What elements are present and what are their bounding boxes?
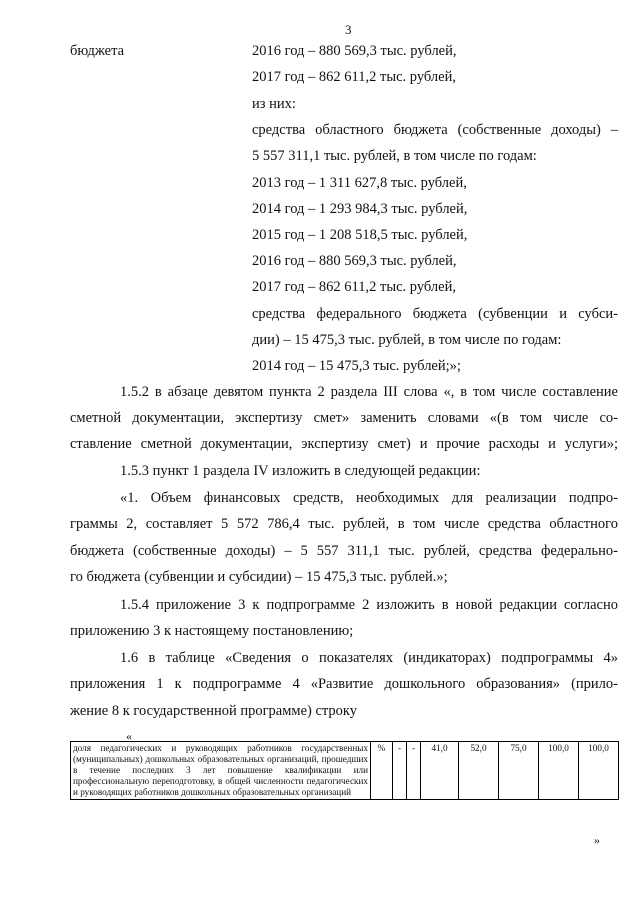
paragraph-line: ставление сметной документации, экспертизу смет) и прочие расходы и услуги»; bbox=[70, 436, 618, 452]
indicator-value: 52,0 bbox=[459, 742, 499, 800]
indicator-value: 100,0 bbox=[579, 742, 619, 800]
right-line: дии) – 15 475,3 тыс. рублей, в том числе по годам: bbox=[252, 332, 562, 348]
paragraph-line: приложению 3 к настоящему постановлению; bbox=[70, 623, 354, 639]
indicator-unit: % bbox=[371, 742, 393, 800]
table-row bbox=[71, 742, 619, 800]
paragraph-line: бюджета (собственные доходы) – 5 557 311,1 тыс. рублей, средства федерально- bbox=[70, 543, 618, 559]
paragraph-line: 1.6 в таблице «Сведения о показателях (индикаторах) подпрограммы 4» bbox=[120, 650, 618, 666]
page-number: 3 bbox=[345, 22, 352, 37]
paragraph-line: приложения 1 к подпрограмме 4 «Развитие дошкольного образования» (прило- bbox=[70, 676, 618, 692]
right-line: 2016 год – 880 569,3 тыс. рублей, bbox=[252, 253, 457, 269]
paragraph-line: 1.5.2 в абзаце девятом пункта 2 раздела III слова «, в том числе составление bbox=[120, 384, 618, 400]
right-line: 2014 год – 15 475,3 тыс. рублей;»; bbox=[252, 358, 461, 374]
indicator-value: - bbox=[393, 742, 407, 800]
budget-label: бюджета bbox=[70, 43, 125, 59]
right-line: 2016 год – 880 569,3 тыс. рублей, bbox=[252, 43, 457, 59]
close-quote: » bbox=[594, 833, 600, 847]
right-line: 2014 год – 1 293 984,3 тыс. рублей, bbox=[252, 201, 468, 217]
right-line: 2013 год – 1 311 627,8 тыс. рублей, bbox=[252, 175, 467, 191]
indicator-value: - bbox=[407, 742, 421, 800]
paragraph-line: граммы 2, составляет 5 572 786,4 тыс. рублей, в том числе средства областного bbox=[70, 516, 618, 532]
right-line: 2017 год – 862 611,2 тыс. рублей, bbox=[252, 69, 456, 85]
paragraph-line: сметной документации, экспертизу смет» заменить словами «(в том числе со- bbox=[70, 410, 618, 426]
right-line: 2017 год – 862 611,2 тыс. рублей, bbox=[252, 279, 456, 295]
indicator-value: 100,0 bbox=[539, 742, 579, 800]
indicator-table bbox=[70, 741, 619, 800]
open-quote: « bbox=[126, 729, 132, 743]
paragraph-line: жение 8 к государственной программе) строку bbox=[70, 703, 358, 719]
paragraph-line: 1.5.3 пункт 1 раздела IV изложить в следующей редакции: bbox=[120, 463, 481, 479]
paragraph-line: «1. Объем финансовых средств, необходимых для реализации подпро- bbox=[120, 490, 618, 506]
paragraph-line: 1.5.4 приложение 3 к подпрограмме 2 изложить в новой редакции согласно bbox=[120, 597, 618, 613]
right-line: из них: bbox=[252, 96, 296, 112]
indicator-value: 75,0 bbox=[499, 742, 539, 800]
right-line: 5 557 311,1 тыс. рублей, в том числе по годам: bbox=[252, 148, 537, 164]
indicator-description: доля педагогических и руководящих работников государственных (муниципальных) дошкольных образовательных организаций, прошедших в течение последних 3 лет повышение квалификации или профессиональную переподготовку, в общей численности педагогических и руководящих работников дошкольных образовательных организаций bbox=[71, 742, 371, 800]
paragraph-line: го бюджета (субвенции и субсидии) – 15 475,3 тыс. рублей.»; bbox=[70, 569, 448, 585]
right-line: средства областного бюджета (собственные доходы) – bbox=[252, 122, 618, 138]
indicator-value: 41,0 bbox=[421, 742, 459, 800]
right-line: 2015 год – 1 208 518,5 тыс. рублей, bbox=[252, 227, 468, 243]
right-line: средства федерального бюджета (субвенции и субси- bbox=[252, 306, 618, 322]
